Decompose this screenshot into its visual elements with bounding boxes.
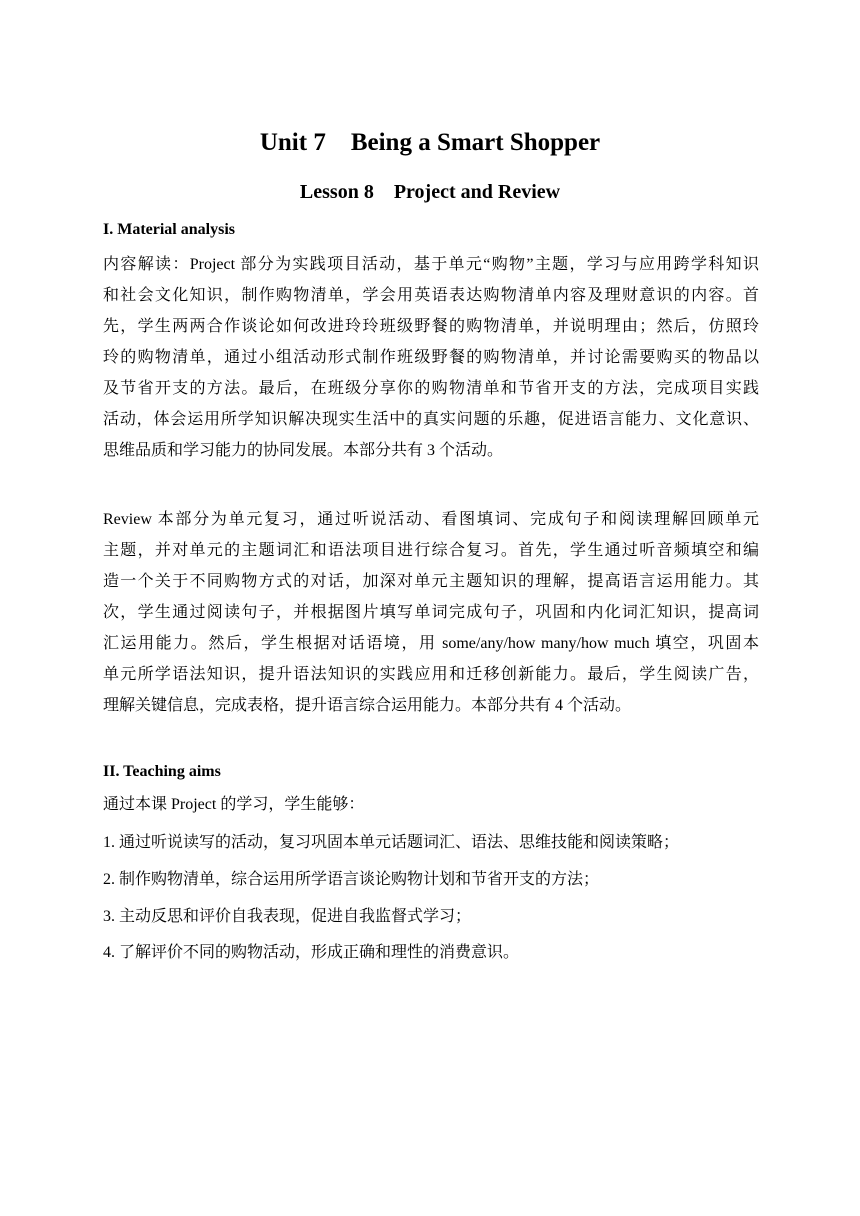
unit-title: Unit 7 Being a Smart Shopper	[259, 129, 601, 156]
paragraph-line: 理解关键信息，完成表格，提升语言综合运用能力。本部分共有 4 个活动。	[103, 697, 632, 714]
paragraph-line: 汇运用能力。然后，学生根据对话语境，用 some/any/how many/how much 填空，巩固本	[103, 635, 759, 652]
teaching-aim-item: 1. 通过听说读写的活动，复习巩固本单元话题词汇、语法、思维技能和阅读策略；	[103, 834, 680, 851]
paragraph-line: 次，学生通过阅读句子，并根据图片填写单词完成句子，巩固和内化词汇知识，提高词	[103, 604, 759, 621]
paragraph-line: 活动，体会运用所学知识解决现实生活中的真实问题的乐趣，促进语言能力、文化意识、	[103, 411, 759, 428]
paragraph-line: 主题，并对单元的主题词汇和语法项目进行综合复习。首先，学生通过听音频填空和编	[103, 542, 759, 559]
paragraph-line: 内容解读：Project 部分为实践项目活动，基于单元“购物”主题，学习与应用跨学科知识	[103, 256, 759, 273]
paragraph-line: 单元所学语法知识，提升语法知识的实践应用和迁移创新能力。最后，学生阅读广告，	[103, 666, 759, 683]
paragraph-line: 及节省开支的方法。最后，在班级分享你的购物清单和节省开支的方法，完成项目实践	[103, 380, 759, 397]
paragraph-project-analysis	[103, 249, 759, 466]
section-heading-material-analysis: I. Material analysis	[103, 221, 235, 238]
paragraph-line: 和社会文化知识，制作购物清单，学会用英语表达购物清单内容及理财意识的内容。首	[103, 287, 759, 304]
teaching-aim-item: 4. 了解评价不同的购物活动，形成正确和理性的消费意识。	[103, 944, 520, 961]
paragraph-line: 造一个关于不同购物方式的对话，加深对单元主题知识的理解，提高语言运用能力。其	[103, 573, 759, 590]
paragraph-line: 思维品质和学习能力的协同发展。本部分共有 3 个活动。	[103, 442, 504, 459]
teaching-aims-intro: 通过本课 Project 的学习，学生能够：	[103, 796, 365, 813]
paragraph-line: 玲的购物清单，通过小组活动形式制作班级野餐的购物清单，并讨论需要购买的物品以	[103, 349, 759, 366]
paragraph-line: 先，学生两两合作谈论如何改进玲玲班级野餐的购物清单，并说明理由；然后，仿照玲	[103, 318, 759, 335]
lesson-subtitle: Lesson 8 Project and Review	[299, 181, 561, 203]
paragraph-line: Review 本部分为单元复习，通过听说活动、看图填词、完成句子和阅读理解回顾单元	[103, 511, 759, 528]
paragraph-review-analysis	[103, 504, 759, 721]
teaching-aim-item: 2. 制作购物清单，综合运用所学语言谈论购物计划和节省开支的方法；	[103, 871, 600, 888]
section-heading-teaching-aims: II. Teaching aims	[103, 763, 221, 780]
teaching-aim-item: 3. 主动反思和评价自我表现，促进自我监督式学习；	[103, 908, 472, 925]
